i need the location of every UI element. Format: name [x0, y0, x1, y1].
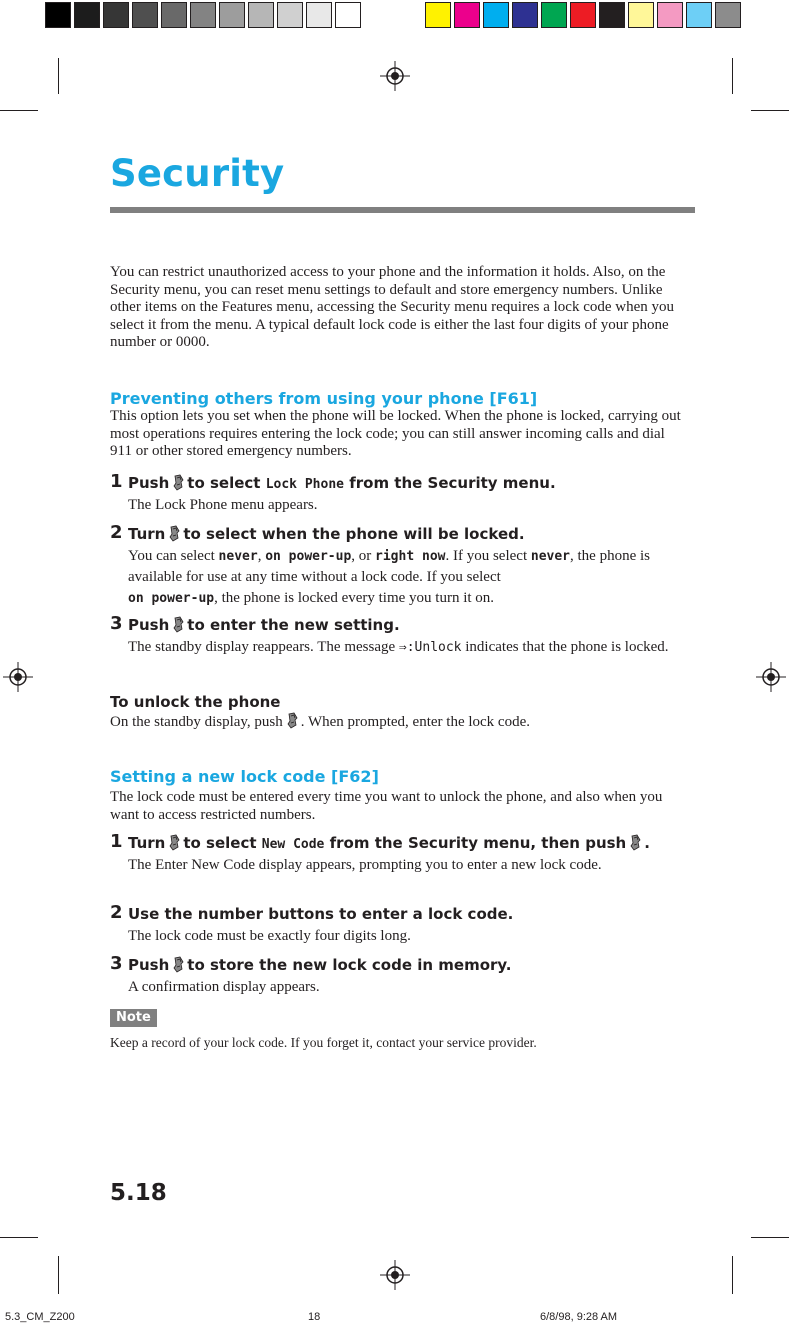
color-swatch	[219, 2, 245, 28]
crop-mark	[0, 1237, 38, 1238]
crop-mark	[751, 110, 789, 111]
crop-mark	[751, 1237, 789, 1238]
phone-key-icon	[285, 712, 299, 729]
step-description: The Lock Phone menu appears.	[128, 497, 318, 513]
crop-mark	[58, 58, 59, 94]
slug-date: 6/8/98, 9:28 AM	[540, 1311, 618, 1323]
registration-mark-icon	[380, 1260, 410, 1290]
title-rule	[110, 207, 695, 213]
color-swatch	[599, 2, 625, 28]
color-swatch	[132, 2, 158, 28]
step-number: 3	[110, 613, 123, 634]
color-swatch	[45, 2, 71, 28]
step-description: The lock code must be exactly four digits long.	[128, 928, 411, 944]
registration-mark-icon	[380, 61, 410, 91]
page-title: Security	[110, 152, 285, 195]
note-badge: Note	[110, 1009, 157, 1027]
registration-mark-icon	[3, 662, 33, 692]
color-swatch	[628, 2, 654, 28]
phone-key-icon	[167, 525, 181, 542]
step-number: 1	[110, 831, 123, 852]
color-swatch	[686, 2, 712, 28]
color-swatch	[161, 2, 187, 28]
unlock-text: On the standby display, push . When prompted, enter the lock code.	[110, 714, 530, 730]
page-number: 5.18	[110, 1180, 167, 1206]
step-heading: Push to enter the new setting.	[128, 616, 400, 634]
phone-key-icon	[628, 834, 642, 851]
color-swatch	[454, 2, 480, 28]
step-heading: Push to select Lock Phone from the Security menu.	[128, 474, 556, 492]
section-intro: This option lets you set when the phone will be locked. When the phone is locked, carrying out most operations requires entering the lock code; you can still answer incoming calls and dial 911 or other stored emergency numbers.	[110, 408, 681, 459]
lcd-text: New Code	[261, 837, 325, 852]
color-swatch	[425, 2, 451, 28]
section-heading-lock-phone: Preventing others from using your phone [F61]	[110, 389, 538, 408]
phone-key-icon	[171, 474, 185, 491]
step-heading: Turn to select New Code from the Security menu, then push .	[128, 834, 650, 852]
color-swatch	[248, 2, 274, 28]
phone-key-icon	[171, 616, 185, 633]
crop-mark	[0, 110, 38, 111]
lcd-option-power-up: on power-up	[265, 549, 352, 564]
lcd-option-never: never	[218, 549, 258, 564]
color-swatch	[74, 2, 100, 28]
slug-file: 5.3_CM_Z200	[5, 1311, 75, 1323]
color-swatch	[190, 2, 216, 28]
lcd-option-never: never	[530, 549, 571, 564]
note-text: Keep a record of your lock code. If you forget it, contact your service provider.	[110, 1035, 537, 1050]
step-heading: Use the number buttons to enter a lock code.	[128, 905, 514, 923]
crop-mark	[732, 1256, 733, 1294]
step-number: 3	[110, 953, 123, 974]
lcd-message-unlock: ⇒:Unlock	[398, 640, 462, 655]
step-description: The standby display reappears. The message ⇒:Unlock indicates that the phone is locked.	[128, 639, 669, 655]
color-swatch	[483, 2, 509, 28]
lcd-option-right-now: right now	[375, 549, 446, 564]
color-swatch	[512, 2, 538, 28]
step-heading: Turn to select when the phone will be locked.	[128, 525, 525, 543]
step-description: A confirmation display appears.	[128, 979, 320, 995]
registration-mark-icon	[756, 662, 786, 692]
section-intro: The lock code must be entered every time you want to unlock the phone, and also when you want to access restricted numbers.	[110, 789, 663, 823]
step-number: 2	[110, 522, 123, 543]
step-number: 2	[110, 902, 123, 923]
color-swatch	[103, 2, 129, 28]
step-heading: Push to store the new lock code in memory.	[128, 956, 512, 974]
intro-paragraph: You can restrict unauthorized access to your phone and the information it holds. Also, on the Security menu, you can reset menu settings to default and store emergency numbers. Unlike other items on the Features menu, accessing the Security menu requires a lock code when you select it from the menu. A typical default lock code is either the last four digits of your phone number or 0000.	[110, 264, 674, 350]
crop-mark	[58, 1256, 59, 1294]
lcd-text: Lock Phone	[265, 477, 344, 492]
step-number: 1	[110, 471, 123, 492]
phone-key-icon	[171, 956, 185, 973]
unlock-heading: To unlock the phone	[110, 693, 281, 711]
step-description: You can select never, on power-up, or right now. If you select never, the phone is available for use at any time without a lock code. If you select on power-up, the phone is locked every time you turn it on.	[128, 548, 651, 606]
color-swatch	[335, 2, 361, 28]
lcd-option-power-up: on power-up	[128, 591, 215, 606]
color-swatch	[657, 2, 683, 28]
slug-page: 18	[308, 1311, 321, 1323]
section-heading-new-code: Setting a new lock code [F62]	[110, 767, 379, 786]
color-swatch	[570, 2, 596, 28]
color-swatch	[306, 2, 332, 28]
phone-key-icon	[167, 834, 181, 851]
color-swatch	[715, 2, 741, 28]
color-swatch	[277, 2, 303, 28]
crop-mark	[732, 58, 733, 94]
step-description: The Enter New Code display appears, prompting you to enter a new lock code.	[128, 857, 602, 873]
color-swatch	[541, 2, 567, 28]
